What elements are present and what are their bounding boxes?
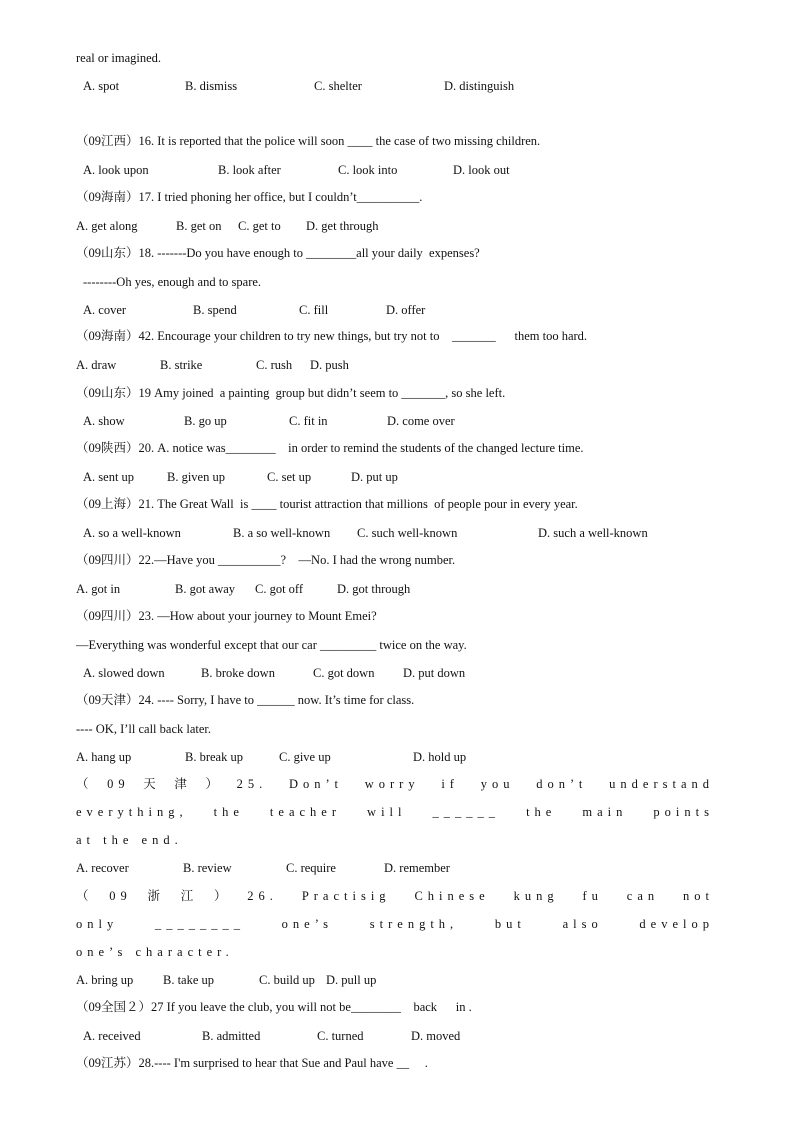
question-25-line-2: everything, the teacher will ______ the main points — [76, 805, 714, 819]
question-26-line-3: one’s character. — [76, 945, 234, 959]
option-a: A. recover — [76, 861, 129, 875]
option-d: D. got through — [337, 582, 411, 596]
question-42: （09海南）42. Encourage your children to try new things, but try not to _______ them too hard. — [76, 329, 588, 343]
option-b: B. given up — [167, 470, 225, 484]
option-b: B. review — [183, 861, 232, 875]
question-24: （09天津）24. ---- Sorry, I have to ______ now. It’s time for class. — [76, 693, 415, 707]
option-a: A. show — [83, 414, 125, 428]
option-b: B. broke down — [201, 666, 275, 680]
question-17: （09海南）17. I tried phoning her office, but I couldn’t__________. — [76, 190, 423, 204]
option-d: D. pull up — [326, 973, 377, 987]
option-b: B. admitted — [202, 1029, 261, 1043]
option-d: D. such a well-known — [538, 526, 648, 540]
option-b: B. take up — [163, 973, 215, 987]
option-c: C. got down — [313, 666, 375, 680]
question-25-line-3: at the end. — [76, 833, 183, 847]
question-26-line-2: only ________ one’s strength, but also develop — [76, 917, 714, 931]
option-a: A. sent up — [83, 470, 135, 484]
option-d: D. distinguish — [444, 79, 515, 93]
option-d: D. come over — [387, 414, 455, 428]
option-c: C. got off — [255, 582, 304, 596]
option-d: D. remember — [384, 861, 450, 875]
option-d: D. push — [310, 358, 349, 372]
question-16: （09江西）16. It is reported that the police will soon ____ the case of two missing children. — [76, 134, 541, 148]
option-d: D. moved — [411, 1029, 461, 1043]
option-d: D. look out — [453, 163, 510, 177]
option-a: A. slowed down — [83, 666, 165, 680]
option-a: A. bring up — [76, 973, 134, 987]
option-c: C. shelter — [314, 79, 362, 93]
option-b: B. go up — [184, 414, 227, 428]
option-b: B. strike — [160, 358, 203, 372]
option-c: C. fit in — [289, 414, 328, 428]
option-a: A. look upon — [83, 163, 149, 177]
option-b: B. a so well-known — [233, 526, 331, 540]
question-26-line-1: （09浙江）26. Practisig Chinese kung fu can not — [76, 889, 714, 903]
question-text: --------Oh yes, enough and to spare. — [83, 275, 262, 289]
question-27: （09全国２）27 If you leave the club, you will not be________ back in . — [76, 1000, 472, 1014]
question-23: （09四川）23. —How about your journey to Mount Emei? — [76, 609, 377, 623]
option-b: B. get on — [176, 219, 222, 233]
option-c: C. require — [286, 861, 336, 875]
option-b: B. look after — [218, 163, 281, 177]
option-c: C. build up — [259, 973, 315, 987]
question-25-line-1: （09天津）25. Don’t worry if you don’t understand — [76, 777, 714, 791]
option-a: A. get along — [76, 219, 138, 233]
option-b: B. spend — [193, 303, 237, 317]
option-a: A. cover — [83, 303, 127, 317]
option-c: C. get to — [238, 219, 281, 233]
question-21: （09上海）21. The Great Wall is ____ tourist attraction that millions of people pour in every year. — [76, 497, 578, 511]
option-c: C. turned — [317, 1029, 364, 1043]
option-c: C. such well-known — [357, 526, 458, 540]
option-a: A. received — [83, 1029, 141, 1043]
option-c: C. fill — [299, 303, 329, 317]
option-a: A. hang up — [76, 750, 132, 764]
option-b: B. dismiss — [185, 79, 238, 93]
option-c: C. set up — [267, 470, 312, 484]
option-a: A. spot — [83, 79, 120, 93]
option-d: D. get through — [306, 219, 379, 233]
question-28: （09江苏）28.---- I'm surprised to hear that Sue and Paul have __ . — [76, 1056, 428, 1070]
option-a: A. draw — [76, 358, 117, 372]
option-d: D. offer — [386, 303, 426, 317]
option-b: B. break up — [185, 750, 243, 764]
question-text: ---- OK, I’ll call back later. — [76, 722, 212, 736]
option-a: A. got in — [76, 582, 121, 596]
option-c: C. look into — [338, 163, 398, 177]
option-c: C. rush — [256, 358, 293, 372]
question-text: —Everything was wonderful except that our car _________ twice on the way. — [76, 638, 467, 652]
question-18: （09山东）18. -------Do you have enough to ________all your daily expenses? — [76, 246, 480, 260]
option-d: D. hold up — [413, 750, 467, 764]
option-d: D. put down — [403, 666, 466, 680]
question-20: （09陕西）20. A. notice was________ in order to remind the students of the changed lecture time. — [76, 441, 584, 455]
option-b: B. got away — [175, 582, 236, 596]
option-c: C. give up — [279, 750, 331, 764]
option-d: D. put up — [351, 470, 398, 484]
option-a: A. so a well-known — [83, 526, 181, 540]
question-19: （09山东）19 Amy joined a painting group but didn’t seem to _______, so she left. — [76, 386, 506, 400]
question-22: （09四川）22.—Have you __________? —No. I had the wrong number. — [76, 553, 456, 567]
question-text: real or imagined. — [76, 51, 162, 65]
